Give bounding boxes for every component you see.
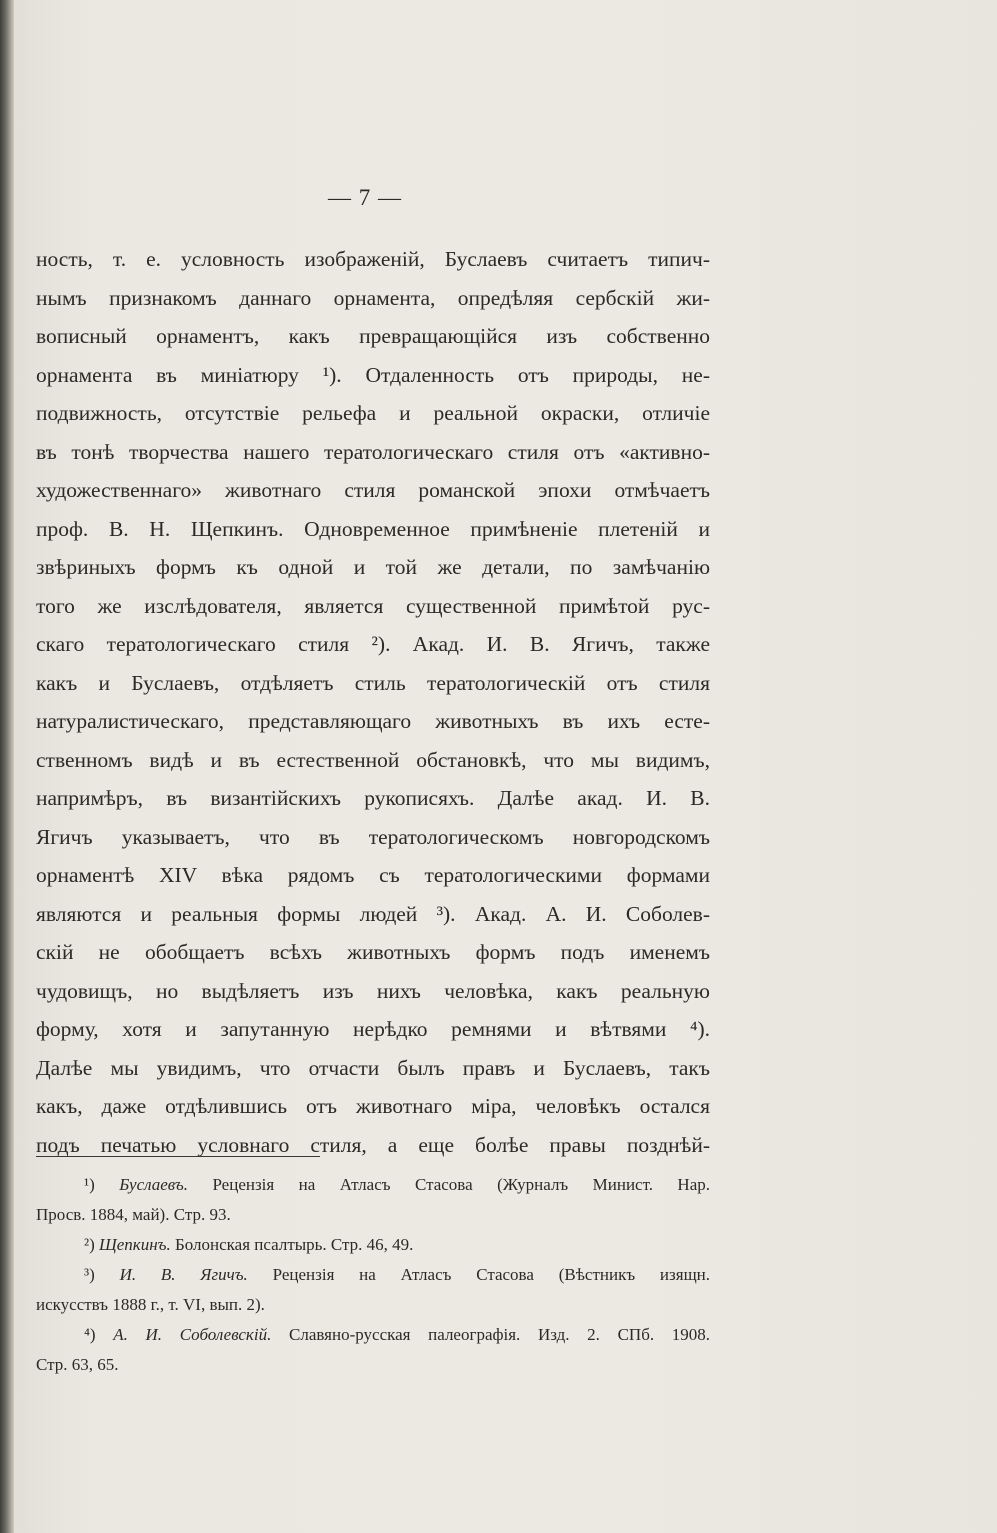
footnote-marker: ¹)	[84, 1175, 95, 1194]
text-line: орнаментѣ XIV вѣка рядомъ съ тератологическими формами	[36, 863, 710, 887]
text-line: подъ печатью условнаго стиля, а еще болѣе правы позднѣй-	[36, 1132, 710, 1157]
text-line: того же изслѣдователя, является существенной примѣтой рус-	[36, 593, 710, 618]
footnote-text: Рецензія на Атласъ Стасова (Вѣстникъ изящн.	[272, 1265, 711, 1284]
footnote-marker: ³)	[84, 1265, 95, 1284]
text-line: подвижность, отсутствіе рельефа и реальной окраски, отличіе	[36, 401, 710, 425]
footnote-author: Буслаевъ.	[119, 1175, 189, 1194]
footnote-marker: ²)	[84, 1235, 95, 1254]
text-line: ственномъ видѣ и въ естественной обстановкѣ, что мы видимъ,	[36, 747, 710, 772]
footnote-author: А. И. Соболевскій.	[113, 1325, 272, 1344]
text-line: какъ, даже отдѣлившись отъ животнаго міра, человѣкъ остался	[36, 1094, 710, 1118]
text-line: орнамента въ миніатюру ¹). Отдаленность отъ природы, не-	[36, 362, 710, 387]
text-line: скаго тератологическаго стиля ²). Акад. И. В. Ягичъ, также	[36, 632, 710, 656]
text-line: нымъ признакомъ даннаго орнамента, опредѣляя сербскій жи-	[36, 285, 710, 310]
text-line: вописный орнаментъ, какъ превращающійся изъ собственно	[36, 324, 710, 348]
footnote-1-continuation: Просв. 1884, май). Стр. 93.	[36, 1205, 231, 1224]
footnote-text: Рецензія на Атласъ Стасова (Журналъ Минист. Нар.	[212, 1175, 711, 1194]
footnote-text: Славяно-русская палеографія. Изд. 2. СПб. 1908.	[289, 1325, 710, 1344]
text-line: ность, т. е. условность изображеній, Буслаевъ считаетъ типич-	[36, 247, 710, 271]
text-line: въ тонѣ творчества нашего тератологическаго стиля отъ «активно-	[36, 439, 710, 464]
text-line: какъ и Буслаевъ, отдѣляетъ стиль тератологическій отъ стиля	[36, 670, 710, 695]
text-line: проф. В. Н. Щепкинъ. Одновременное примѣненіе плетеній и	[36, 516, 710, 541]
footnote-3-continuation: искусствъ 1888 г., т. VI, вып. 2).	[36, 1295, 265, 1314]
text-line: скій не обобщаетъ всѣхъ животныхъ формъ подъ именемъ	[36, 940, 710, 964]
footnote-4-continuation: Стр. 63, 65.	[36, 1355, 119, 1374]
footnote-1	[36, 1170, 710, 1200]
footnote-4	[36, 1320, 710, 1350]
footnote-author: И. В. Ягичъ.	[119, 1265, 248, 1284]
text-line: являются и реальныя формы людей ³). Акад. А. И. Соболев-	[36, 901, 710, 926]
main-text	[36, 240, 710, 1164]
footnote-marker: ⁴)	[84, 1325, 96, 1344]
footnote-separator	[36, 1156, 320, 1157]
text-line: чудовищъ, но выдѣляетъ изъ нихъ человѣка, какъ реальную	[36, 978, 710, 1003]
text-line: звѣриныхъ формъ къ одной и той же детали, по замѣчанію	[36, 555, 710, 579]
text-line: форму, хотя и запутанную нерѣдко ремнями и вѣтвями ⁴).	[36, 1017, 710, 1041]
text-line: напримѣръ, въ византійскихъ рукописяхъ. Далѣе акад. И. В.	[36, 786, 710, 810]
text-line: натуралистическаго, представляющаго животныхъ въ ихъ есте-	[36, 709, 710, 733]
page-number: — 7 —	[328, 185, 402, 210]
text-line: художественнаго» животнаго стиля романской эпохи отмѣчаетъ	[36, 478, 710, 502]
footnote-author: Щепкинъ.	[99, 1235, 171, 1254]
text-line: Далѣе мы увидимъ, что отчасти былъ правъ и Буслаевъ, такъ	[36, 1055, 710, 1080]
footnotes	[36, 1170, 710, 1380]
footnote-3	[36, 1260, 710, 1290]
footnote-2	[36, 1230, 710, 1260]
book-spine-shadow	[0, 0, 14, 1533]
footnote-text: Болонская псалтырь. Стр. 46, 49.	[175, 1235, 414, 1254]
text-line: Ягичъ указываетъ, что въ тератологическомъ новгородскомъ	[36, 824, 710, 849]
